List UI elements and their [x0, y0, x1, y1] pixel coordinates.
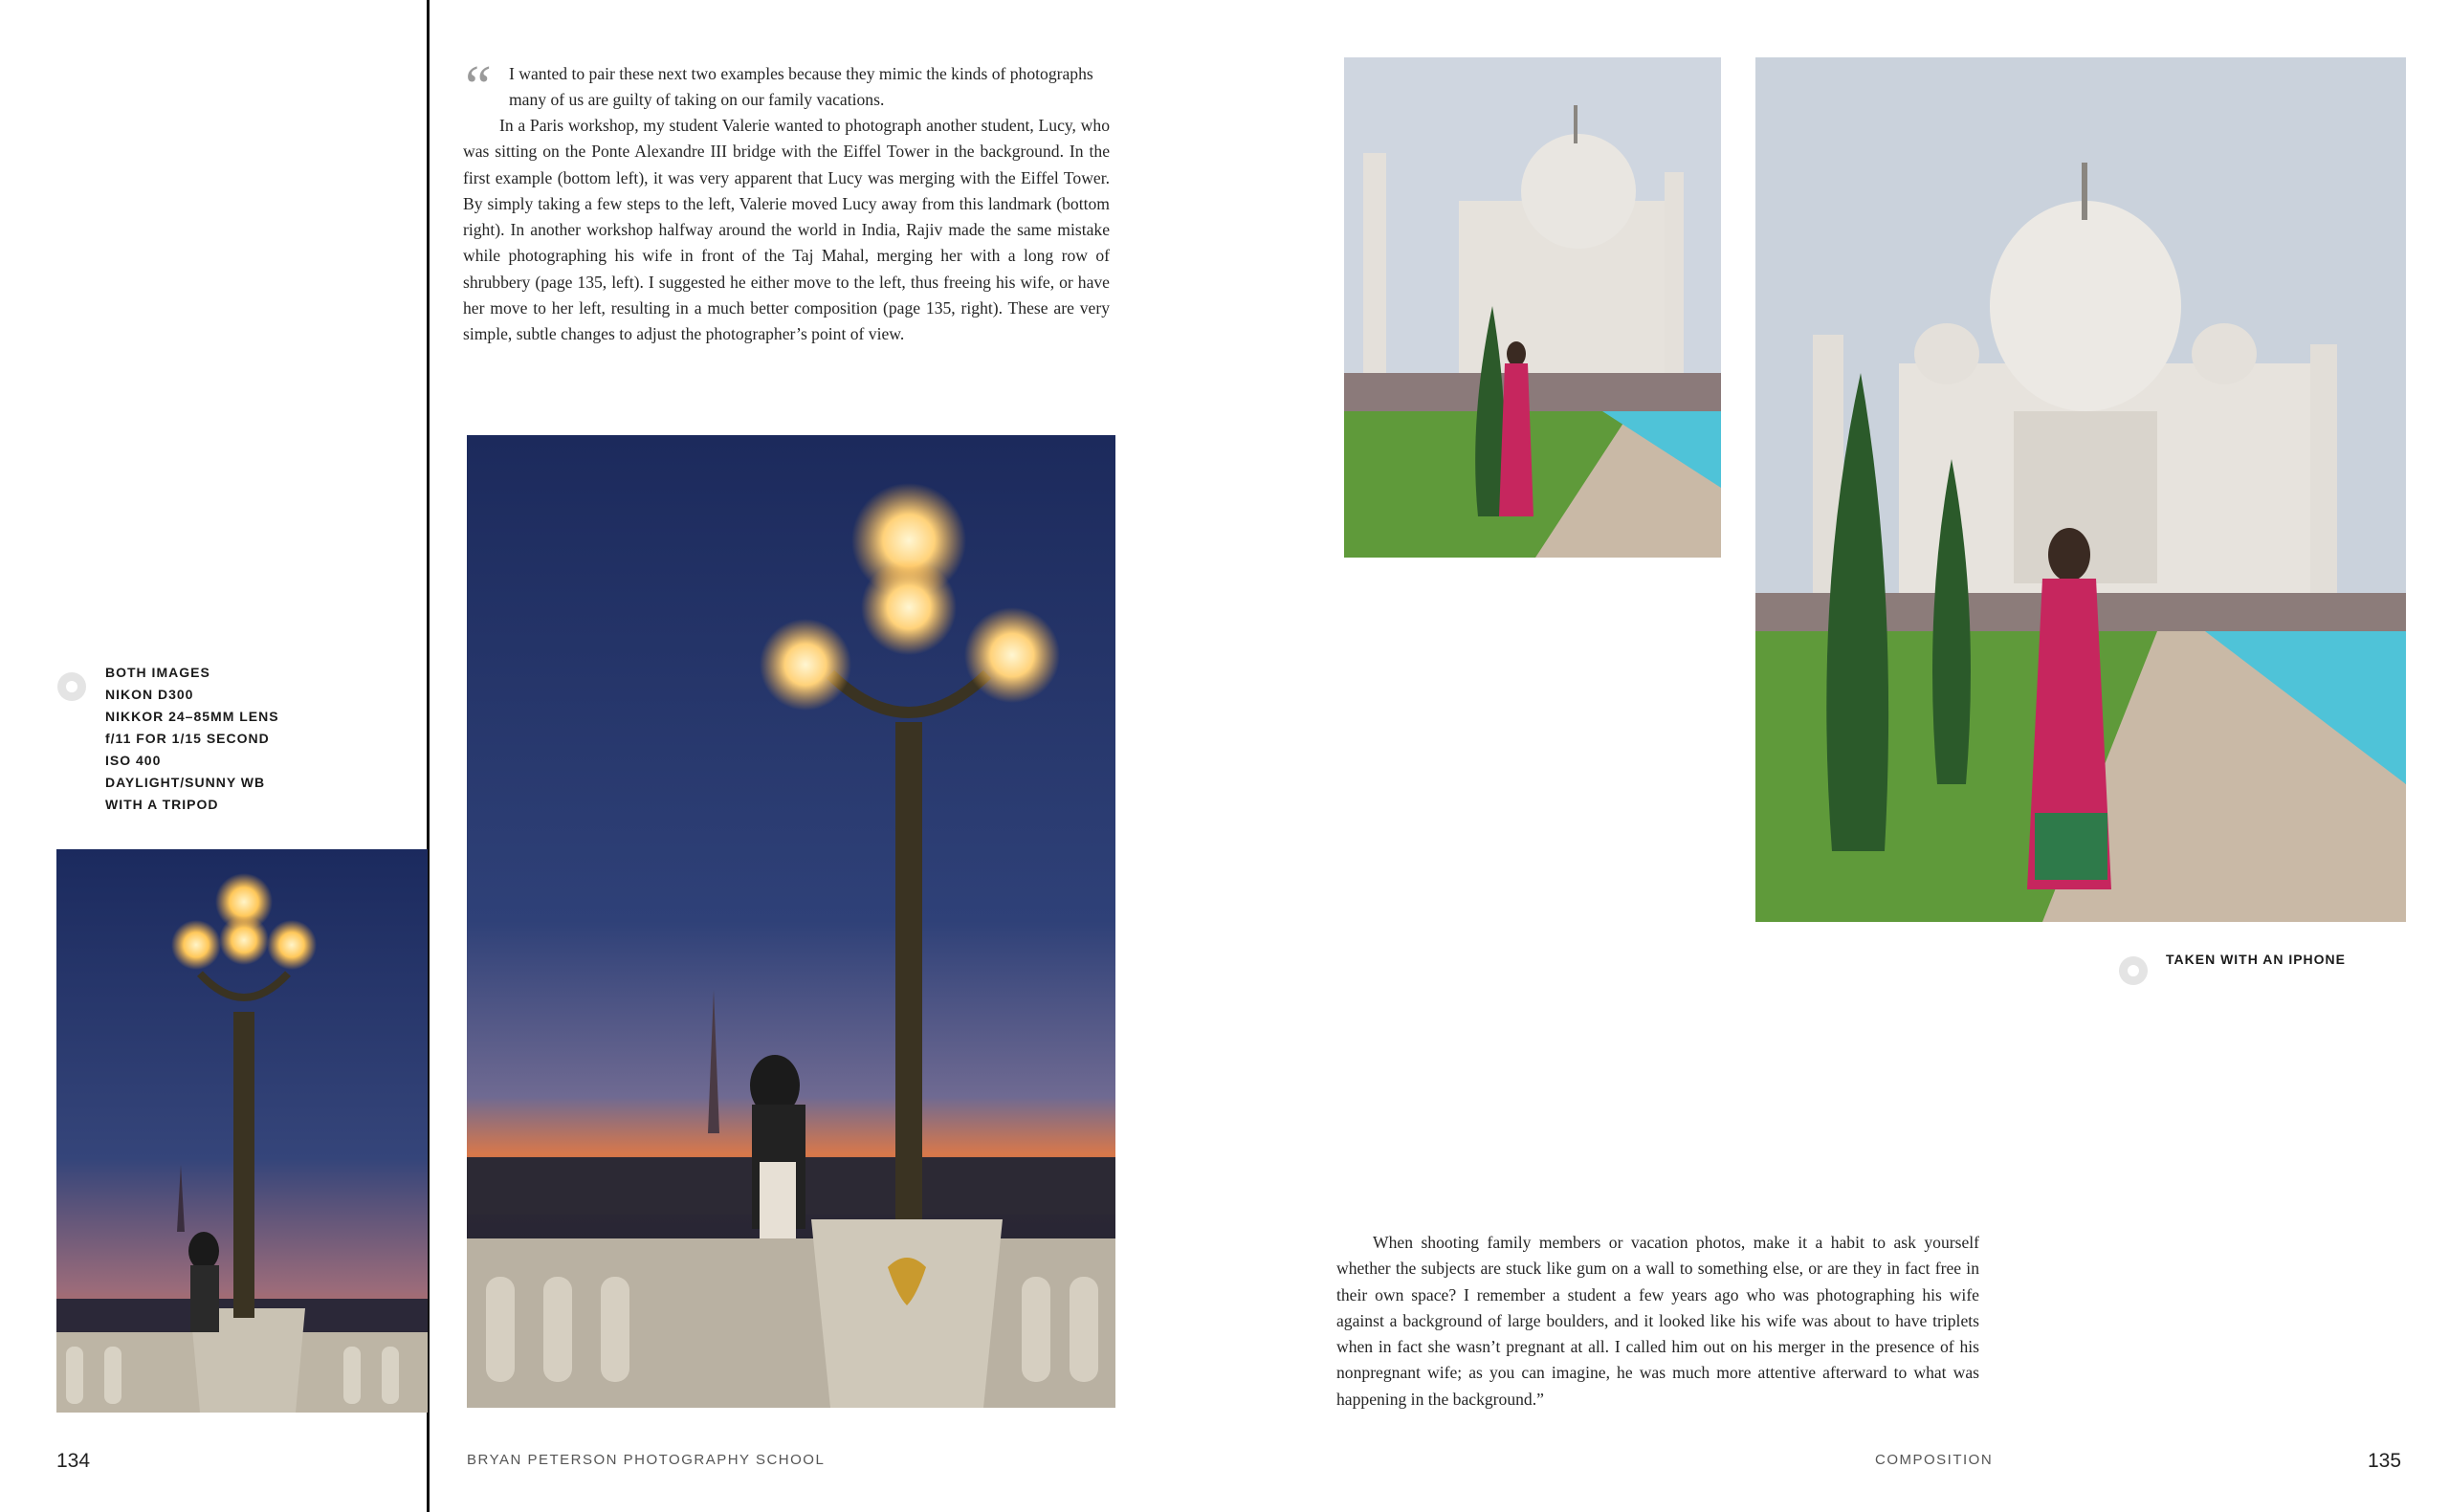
taj-mahal-photo-large — [1755, 57, 2406, 922]
paris-lamp-photo-large — [467, 435, 1115, 1408]
page-number-left: 134 — [56, 1450, 91, 1472]
main-body-text — [463, 113, 1110, 348]
intro-paragraph: I wanted to pair these next two examples because they mimic the kinds of photographs many of us are guilty of taking on our family vacations. — [509, 64, 1093, 110]
open-quote-mark: “ — [459, 55, 493, 120]
page-number-right: 135 — [2368, 1450, 2402, 1472]
paris-lamp-photo-small — [56, 849, 428, 1413]
caption-bullet-icon — [57, 672, 86, 701]
iphone-caption: TAKEN WITH AN IPHONE — [2166, 952, 2346, 967]
taj-mahal-photo-small — [1344, 57, 1721, 558]
caption-line: f/11 FOR 1/15 SECOND — [105, 731, 270, 746]
bottom-paragraph: When shooting family members or vacation photos, make it a habit to ask yourself whether the subjects are stuck like gum on a wall to something else, or are they in fact free in their own space? I remember a student a few years ago who was photographing his wife against a background of large boulders, and it looked like his wife was about to have triplets when in fact she wasn’t pregnant at all. I called him out on his merger in the presence of his nonpregnant wife; as you can imagine, he was much more attentive afterward to what was happening in the background.” — [1336, 1233, 1979, 1409]
caption-bullet-icon — [2119, 956, 2148, 985]
caption-line: NIKON D300 — [105, 687, 194, 702]
caption-line: DAYLIGHT/SUNNY WB — [105, 775, 266, 790]
caption-line: BOTH IMAGES — [105, 665, 210, 680]
caption-line: NIKKOR 24–85MM LENS — [105, 709, 279, 724]
running-head-right: COMPOSITION — [1875, 1452, 1994, 1468]
caption-line: WITH A TRIPOD — [105, 797, 219, 812]
caption-line: ISO 400 — [105, 753, 162, 768]
main-paragraph: In a Paris workshop, my student Valerie wanted to photograph another student, Lucy, who was sitting on the Ponte Alexandre III bridge with the Eiffel Tower in the background. In the first example (bottom left), it was very apparent that Lucy was merging with the Eiffel Tower. By simply taking a few steps to the left, Valerie moved Lucy away from this landmark (bottom right). In another workshop halfway around the world in India, Rajiv made the same mistake while photographing his wife in front of the Taj Mahal, merging her with a long row of shrubbery (page 135, left). I suggested he either move to the left, thus freeing his wife, or have her move to her left, resulting in a much better composition (page 135, right). These are very simple, subtle changes to adjust the photographer’s point of view. — [463, 116, 1110, 344]
bottom-body-text — [1336, 1230, 1979, 1413]
camera-settings-caption — [105, 662, 279, 816]
running-head-left: BRYAN PETERSON PHOTOGRAPHY SCHOOL — [467, 1452, 826, 1468]
